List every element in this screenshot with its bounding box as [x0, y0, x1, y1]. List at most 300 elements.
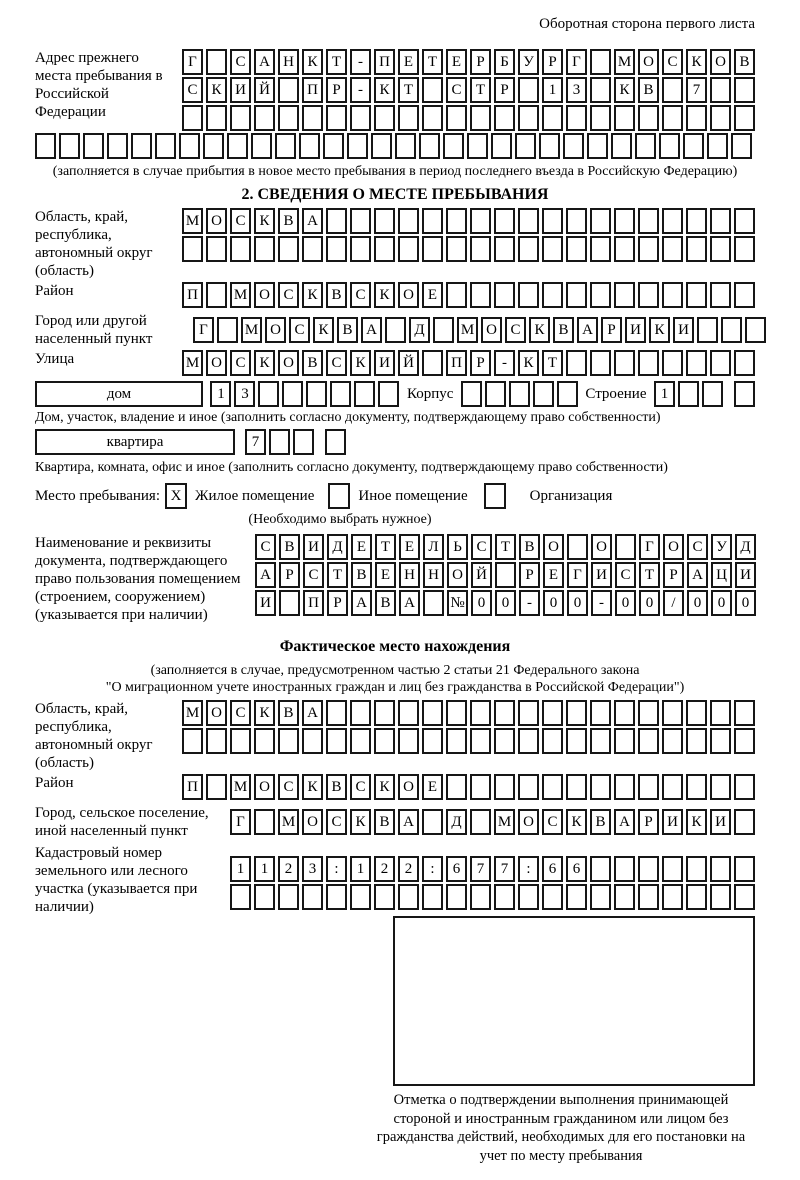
char-cell[interactable] — [686, 236, 707, 262]
char-cell[interactable] — [107, 133, 128, 159]
char-cell[interactable]: В — [278, 700, 299, 726]
char-cell[interactable]: А — [398, 809, 419, 835]
char-cell[interactable]: 7 — [686, 77, 707, 103]
char-cell[interactable] — [230, 236, 251, 262]
char-cell[interactable] — [306, 381, 327, 407]
char-cell[interactable] — [590, 208, 611, 234]
char-cell[interactable]: С — [289, 317, 310, 343]
char-cell[interactable] — [638, 208, 659, 234]
char-cell[interactable] — [326, 236, 347, 262]
char-cell[interactable] — [254, 884, 275, 910]
char-cell[interactable] — [539, 133, 560, 159]
char-cell[interactable] — [686, 700, 707, 726]
char-cell[interactable] — [518, 884, 539, 910]
char-cell[interactable] — [662, 856, 683, 882]
char-cell[interactable]: П — [182, 282, 203, 308]
char-cell[interactable] — [509, 381, 530, 407]
char-cell[interactable]: Р — [601, 317, 622, 343]
char-cell[interactable]: Р — [327, 590, 348, 616]
char-cell[interactable] — [710, 350, 731, 376]
char-cell[interactable]: - — [350, 77, 371, 103]
checkbox-organization[interactable] — [484, 483, 506, 509]
char-cell[interactable] — [638, 105, 659, 131]
char-cell[interactable] — [734, 700, 755, 726]
char-cell[interactable] — [433, 317, 454, 343]
char-cell[interactable] — [678, 381, 699, 407]
char-cell[interactable]: Г — [639, 534, 660, 560]
char-cell[interactable]: И — [303, 534, 324, 560]
char-cell[interactable]: О — [302, 809, 323, 835]
char-cell[interactable] — [422, 884, 443, 910]
char-cell[interactable]: О — [278, 350, 299, 376]
char-cell[interactable]: В — [374, 809, 395, 835]
char-cell[interactable] — [734, 381, 755, 407]
char-cell[interactable]: О — [543, 534, 564, 560]
char-cell[interactable] — [325, 429, 346, 455]
char-cell[interactable]: Д — [446, 809, 467, 835]
char-cell[interactable] — [515, 133, 536, 159]
char-cell[interactable]: С — [182, 77, 203, 103]
char-cell[interactable] — [518, 208, 539, 234]
char-cell[interactable]: М — [457, 317, 478, 343]
char-cell[interactable] — [278, 77, 299, 103]
char-cell[interactable]: Т — [327, 562, 348, 588]
char-cell[interactable]: П — [446, 350, 467, 376]
char-cell[interactable] — [422, 700, 443, 726]
char-cell[interactable]: О — [206, 208, 227, 234]
char-cell[interactable]: Г — [193, 317, 214, 343]
char-cell[interactable]: М — [230, 282, 251, 308]
char-cell[interactable] — [566, 208, 587, 234]
char-cell[interactable] — [542, 282, 563, 308]
char-cell[interactable] — [467, 133, 488, 159]
char-cell[interactable] — [710, 77, 731, 103]
char-cell[interactable] — [293, 429, 314, 455]
char-cell[interactable]: К — [614, 77, 635, 103]
char-cell[interactable]: К — [313, 317, 334, 343]
char-cell[interactable] — [518, 728, 539, 754]
char-cell[interactable]: И — [625, 317, 646, 343]
char-cell[interactable] — [662, 105, 683, 131]
char-cell[interactable]: С — [687, 534, 708, 560]
char-cell[interactable] — [494, 282, 515, 308]
char-cell[interactable]: М — [230, 774, 251, 800]
char-cell[interactable]: 7 — [245, 429, 266, 455]
char-cell[interactable]: С — [230, 700, 251, 726]
char-cell[interactable]: Д — [735, 534, 756, 560]
char-cell[interactable] — [422, 105, 443, 131]
char-cell[interactable] — [542, 774, 563, 800]
char-cell[interactable]: И — [673, 317, 694, 343]
char-cell[interactable] — [275, 133, 296, 159]
char-cell[interactable]: М — [614, 49, 635, 75]
char-cell[interactable] — [470, 236, 491, 262]
char-cell[interactable] — [614, 774, 635, 800]
char-cell[interactable] — [299, 133, 320, 159]
char-cell[interactable] — [662, 208, 683, 234]
char-cell[interactable] — [59, 133, 80, 159]
char-cell[interactable]: Е — [422, 282, 443, 308]
char-cell[interactable] — [518, 774, 539, 800]
char-cell[interactable] — [542, 105, 563, 131]
char-cell[interactable]: Н — [423, 562, 444, 588]
char-cell[interactable] — [542, 728, 563, 754]
char-cell[interactable] — [566, 282, 587, 308]
char-cell[interactable]: А — [302, 208, 323, 234]
char-cell[interactable]: Ь — [447, 534, 468, 560]
char-cell[interactable] — [422, 350, 443, 376]
char-cell[interactable]: 2 — [278, 856, 299, 882]
char-cell[interactable] — [614, 282, 635, 308]
char-cell[interactable] — [179, 133, 200, 159]
char-cell[interactable]: С — [505, 317, 526, 343]
char-cell[interactable] — [398, 105, 419, 131]
char-cell[interactable]: Т — [495, 534, 516, 560]
char-cell[interactable] — [734, 774, 755, 800]
char-cell[interactable] — [662, 884, 683, 910]
char-cell[interactable] — [659, 133, 680, 159]
char-cell[interactable]: С — [542, 809, 563, 835]
char-cell[interactable] — [542, 236, 563, 262]
char-cell[interactable]: В — [326, 282, 347, 308]
char-cell[interactable]: Н — [399, 562, 420, 588]
char-cell[interactable]: 1 — [210, 381, 231, 407]
char-cell[interactable] — [230, 105, 251, 131]
char-cell[interactable]: 3 — [302, 856, 323, 882]
char-cell[interactable] — [83, 133, 104, 159]
char-cell[interactable] — [350, 700, 371, 726]
char-cell[interactable] — [470, 282, 491, 308]
char-cell[interactable]: Й — [398, 350, 419, 376]
char-cell[interactable] — [563, 133, 584, 159]
char-cell[interactable] — [347, 133, 368, 159]
char-cell[interactable] — [491, 133, 512, 159]
char-cell[interactable] — [254, 105, 275, 131]
char-cell[interactable]: 7 — [494, 856, 515, 882]
char-cell[interactable] — [217, 317, 238, 343]
char-cell[interactable]: Е — [422, 774, 443, 800]
char-cell[interactable]: : — [518, 856, 539, 882]
char-cell[interactable] — [686, 884, 707, 910]
char-cell[interactable]: - — [350, 49, 371, 75]
char-cell[interactable] — [326, 728, 347, 754]
char-cell[interactable] — [258, 381, 279, 407]
char-cell[interactable]: 6 — [542, 856, 563, 882]
char-cell[interactable]: В — [278, 208, 299, 234]
char-cell[interactable] — [374, 700, 395, 726]
char-cell[interactable] — [662, 350, 683, 376]
char-cell[interactable] — [446, 105, 467, 131]
char-cell[interactable] — [662, 774, 683, 800]
char-cell[interactable]: : — [422, 856, 443, 882]
char-cell[interactable] — [734, 809, 755, 835]
char-cell[interactable] — [470, 809, 491, 835]
char-cell[interactable] — [326, 700, 347, 726]
char-cell[interactable] — [734, 105, 755, 131]
char-cell[interactable]: К — [350, 350, 371, 376]
char-cell[interactable]: К — [254, 208, 275, 234]
char-cell[interactable]: В — [519, 534, 540, 560]
char-cell[interactable] — [686, 350, 707, 376]
char-cell[interactable] — [567, 534, 588, 560]
char-cell[interactable]: Р — [494, 77, 515, 103]
char-cell[interactable]: К — [686, 809, 707, 835]
char-cell[interactable] — [590, 700, 611, 726]
char-cell[interactable]: Е — [398, 49, 419, 75]
char-cell[interactable] — [398, 884, 419, 910]
char-cell[interactable] — [614, 236, 635, 262]
char-cell[interactable] — [710, 282, 731, 308]
char-cell[interactable] — [182, 728, 203, 754]
char-cell[interactable] — [542, 700, 563, 726]
char-cell[interactable] — [590, 884, 611, 910]
char-cell[interactable]: А — [254, 49, 275, 75]
char-cell[interactable]: - — [519, 590, 540, 616]
char-cell[interactable]: С — [662, 49, 683, 75]
char-cell[interactable]: 6 — [446, 856, 467, 882]
char-cell[interactable] — [374, 208, 395, 234]
char-cell[interactable] — [587, 133, 608, 159]
char-cell[interactable]: С — [255, 534, 276, 560]
char-cell[interactable]: К — [350, 809, 371, 835]
char-cell[interactable] — [710, 105, 731, 131]
char-cell[interactable]: К — [254, 700, 275, 726]
char-cell[interactable]: О — [481, 317, 502, 343]
char-cell[interactable] — [494, 208, 515, 234]
char-cell[interactable]: И — [710, 809, 731, 835]
char-cell[interactable]: С — [278, 282, 299, 308]
char-cell[interactable] — [615, 534, 636, 560]
char-cell[interactable]: С — [303, 562, 324, 588]
char-cell[interactable] — [542, 884, 563, 910]
char-cell[interactable]: О — [206, 700, 227, 726]
char-cell[interactable]: А — [687, 562, 708, 588]
char-cell[interactable]: К — [374, 282, 395, 308]
char-cell[interactable] — [745, 317, 766, 343]
char-cell[interactable]: - — [591, 590, 612, 616]
char-cell[interactable] — [470, 884, 491, 910]
char-cell[interactable]: К — [374, 77, 395, 103]
char-cell[interactable] — [385, 317, 406, 343]
char-cell[interactable] — [422, 236, 443, 262]
char-cell[interactable]: О — [254, 774, 275, 800]
char-cell[interactable] — [614, 700, 635, 726]
char-cell[interactable]: К — [206, 77, 227, 103]
char-cell[interactable]: О — [206, 350, 227, 376]
char-cell[interactable] — [461, 381, 482, 407]
char-cell[interactable]: А — [255, 562, 276, 588]
char-cell[interactable]: С — [230, 49, 251, 75]
char-cell[interactable] — [494, 236, 515, 262]
char-cell[interactable]: А — [614, 809, 635, 835]
char-cell[interactable] — [350, 236, 371, 262]
char-cell[interactable]: Т — [639, 562, 660, 588]
char-cell[interactable] — [590, 49, 611, 75]
char-cell[interactable]: С — [615, 562, 636, 588]
char-cell[interactable] — [614, 350, 635, 376]
char-cell[interactable]: О — [398, 282, 419, 308]
char-cell[interactable]: 1 — [654, 381, 675, 407]
char-cell[interactable] — [734, 208, 755, 234]
char-cell[interactable]: М — [182, 350, 203, 376]
char-cell[interactable]: И — [662, 809, 683, 835]
char-cell[interactable] — [734, 728, 755, 754]
char-cell[interactable]: В — [553, 317, 574, 343]
char-cell[interactable] — [446, 208, 467, 234]
char-cell[interactable]: Е — [543, 562, 564, 588]
char-cell[interactable]: Р — [542, 49, 563, 75]
char-cell[interactable] — [734, 350, 755, 376]
char-cell[interactable] — [422, 77, 443, 103]
char-cell[interactable] — [686, 856, 707, 882]
char-cell[interactable]: В — [734, 49, 755, 75]
char-cell[interactable]: Р — [470, 49, 491, 75]
char-cell[interactable] — [278, 105, 299, 131]
char-cell[interactable] — [566, 774, 587, 800]
char-cell[interactable] — [374, 236, 395, 262]
char-cell[interactable]: Й — [254, 77, 275, 103]
char-cell[interactable]: В — [638, 77, 659, 103]
char-cell[interactable] — [422, 809, 443, 835]
char-cell[interactable]: Е — [375, 562, 396, 588]
char-cell[interactable] — [279, 590, 300, 616]
char-cell[interactable] — [423, 590, 444, 616]
char-cell[interactable]: М — [241, 317, 262, 343]
char-cell[interactable]: : — [326, 856, 347, 882]
char-cell[interactable]: Т — [398, 77, 419, 103]
char-cell[interactable] — [590, 282, 611, 308]
char-cell[interactable]: 3 — [234, 381, 255, 407]
char-cell[interactable] — [470, 105, 491, 131]
char-cell[interactable] — [446, 774, 467, 800]
char-cell[interactable]: С — [326, 350, 347, 376]
char-cell[interactable]: В — [302, 350, 323, 376]
char-cell[interactable]: А — [351, 590, 372, 616]
char-cell[interactable] — [254, 728, 275, 754]
char-cell[interactable] — [371, 133, 392, 159]
char-cell[interactable] — [702, 381, 723, 407]
char-cell[interactable] — [710, 728, 731, 754]
char-cell[interactable] — [518, 77, 539, 103]
char-cell[interactable]: К — [518, 350, 539, 376]
char-cell[interactable] — [734, 856, 755, 882]
char-cell[interactable] — [494, 728, 515, 754]
char-cell[interactable]: О — [710, 49, 731, 75]
char-cell[interactable]: Д — [327, 534, 348, 560]
char-cell[interactable]: И — [374, 350, 395, 376]
char-cell[interactable]: Г — [567, 562, 588, 588]
char-cell[interactable]: 0 — [615, 590, 636, 616]
char-cell[interactable]: В — [279, 534, 300, 560]
char-cell[interactable] — [302, 728, 323, 754]
char-cell[interactable] — [614, 884, 635, 910]
char-cell[interactable] — [697, 317, 718, 343]
char-cell[interactable] — [446, 700, 467, 726]
char-cell[interactable] — [395, 133, 416, 159]
char-cell[interactable] — [566, 884, 587, 910]
char-cell[interactable] — [638, 856, 659, 882]
char-cell[interactable]: О — [398, 774, 419, 800]
char-cell[interactable] — [254, 236, 275, 262]
char-cell[interactable]: 0 — [495, 590, 516, 616]
char-cell[interactable] — [269, 429, 290, 455]
char-cell[interactable]: К — [254, 350, 275, 376]
char-cell[interactable] — [566, 728, 587, 754]
char-cell[interactable]: 0 — [567, 590, 588, 616]
char-cell[interactable] — [566, 350, 587, 376]
char-cell[interactable] — [182, 236, 203, 262]
char-cell[interactable] — [206, 774, 227, 800]
char-cell[interactable] — [485, 381, 506, 407]
char-cell[interactable] — [707, 133, 728, 159]
char-cell[interactable] — [206, 728, 227, 754]
char-cell[interactable] — [533, 381, 554, 407]
char-cell[interactable] — [494, 774, 515, 800]
char-cell[interactable] — [422, 208, 443, 234]
char-cell[interactable] — [206, 105, 227, 131]
char-cell[interactable] — [662, 236, 683, 262]
char-cell[interactable] — [227, 133, 248, 159]
char-cell[interactable] — [638, 282, 659, 308]
char-cell[interactable]: А — [361, 317, 382, 343]
char-cell[interactable] — [330, 381, 351, 407]
char-cell[interactable] — [206, 236, 227, 262]
char-cell[interactable] — [721, 317, 742, 343]
char-cell[interactable] — [155, 133, 176, 159]
char-cell[interactable] — [422, 728, 443, 754]
char-cell[interactable] — [494, 884, 515, 910]
char-cell[interactable] — [734, 282, 755, 308]
char-cell[interactable]: Е — [446, 49, 467, 75]
char-cell[interactable] — [350, 208, 371, 234]
char-cell[interactable] — [398, 728, 419, 754]
char-cell[interactable]: У — [518, 49, 539, 75]
char-cell[interactable] — [206, 49, 227, 75]
char-cell[interactable]: 1 — [542, 77, 563, 103]
char-cell[interactable] — [734, 77, 755, 103]
char-cell[interactable]: И — [591, 562, 612, 588]
char-cell[interactable] — [518, 700, 539, 726]
checkbox-other-premises[interactable] — [328, 483, 350, 509]
char-cell[interactable]: Н — [278, 49, 299, 75]
char-cell[interactable] — [614, 208, 635, 234]
char-cell[interactable] — [686, 774, 707, 800]
char-cell[interactable]: 1 — [230, 856, 251, 882]
char-cell[interactable]: О — [254, 282, 275, 308]
char-cell[interactable]: С — [230, 350, 251, 376]
char-cell[interactable] — [470, 774, 491, 800]
char-cell[interactable]: П — [374, 49, 395, 75]
char-cell[interactable] — [470, 700, 491, 726]
char-cell[interactable] — [494, 700, 515, 726]
char-cell[interactable]: О — [591, 534, 612, 560]
char-cell[interactable]: Ц — [711, 562, 732, 588]
char-cell[interactable] — [278, 884, 299, 910]
char-cell[interactable]: Е — [351, 534, 372, 560]
char-cell[interactable] — [443, 133, 464, 159]
char-cell[interactable] — [734, 884, 755, 910]
char-cell[interactable] — [251, 133, 272, 159]
char-cell[interactable] — [326, 208, 347, 234]
char-cell[interactable]: В — [326, 774, 347, 800]
char-cell[interactable] — [638, 236, 659, 262]
char-cell[interactable]: И — [230, 77, 251, 103]
char-cell[interactable]: А — [302, 700, 323, 726]
char-cell[interactable] — [278, 728, 299, 754]
char-cell[interactable] — [710, 884, 731, 910]
char-cell[interactable] — [710, 700, 731, 726]
char-cell[interactable] — [566, 236, 587, 262]
